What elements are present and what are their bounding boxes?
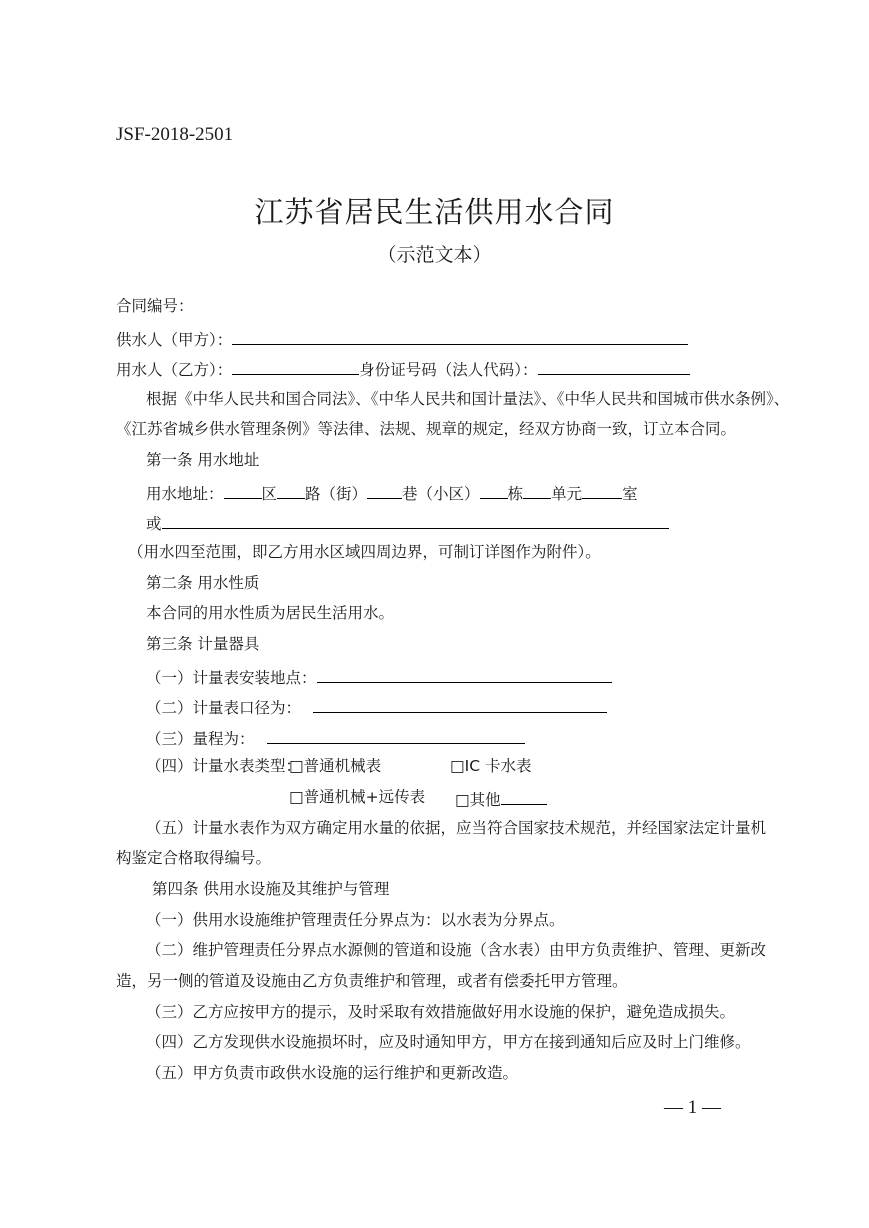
unit-label: 单元: [551, 485, 583, 503]
article-3-item-5-line-2: 构鉴定合格取得编号。: [116, 849, 272, 867]
supplier-label: 供水人（甲方）：: [116, 331, 233, 349]
id-number-blank: [538, 357, 690, 375]
meter-caliber-blank: [313, 695, 607, 713]
article-4-item-1: （一）供用水设施维护管理责任分界点为：以水表为分界点。: [146, 911, 565, 929]
address-or-line: [146, 511, 669, 534]
article-4-item-2-line-1: （二）维护管理责任分界点水源侧的管道和设施（含水表）由甲方负责维护、管理、更新改: [146, 941, 767, 959]
article-2-title: 第二条 用水性质: [146, 574, 260, 592]
district-blank: [224, 481, 262, 499]
article-4-item-3: （三）乙方应按甲方的提示，及时采取有效措施做好用水设施的保护，避免造成损失。: [146, 1003, 736, 1021]
address-or-label: 或: [146, 515, 162, 533]
option-mechanical-meter: □普通机械表: [289, 757, 382, 775]
article-4-title: 第四条 供用水设施及其维护与管理: [152, 880, 390, 898]
meter-range-label: （三）量程为：: [146, 730, 255, 748]
document-code: JSF-2018-2501: [116, 124, 234, 145]
address-label: 用水地址：: [146, 485, 224, 503]
address-alt-blank: [162, 511, 669, 529]
option-other-line: [455, 787, 547, 810]
basis-line-1: 根据《中华人民共和国合同法》、《中华人民共和国计量法》、《中华人民共和国城市供水条例》、: [146, 390, 790, 408]
basis-line-2: 《江苏省城乡供水管理条例》等法律、法规、规章的规定，经双方协商一致，订立本合同。: [116, 420, 737, 438]
article-2-body: 本合同的用水性质为居民生活用水。: [146, 604, 395, 622]
road-blank: [277, 481, 305, 499]
document-subtitle: （示范文本）: [377, 244, 492, 266]
user-blank: [232, 357, 359, 375]
id-number-label: 身份证号码（法人代码）：: [359, 361, 538, 379]
option-remote-meter: □普通机械+远传表: [289, 788, 426, 806]
article-4-item-5: （五）甲方负责市政供水设施的运行维护和更新改造。: [146, 1064, 519, 1082]
address-line: [146, 481, 638, 504]
user-line: [116, 357, 690, 380]
option-other: □其他: [455, 791, 501, 809]
building-blank: [480, 481, 508, 499]
meter-caliber-line: [146, 695, 607, 718]
article-3-item-5-line-1: （五）计量水表作为双方确定用水量的依据，应当符合国家技术规范，并经国家法定计量机: [146, 819, 767, 837]
meter-caliber-label: （二）计量表口径为：: [146, 699, 302, 717]
user-label: 用水人（乙方）：: [116, 361, 233, 379]
meter-location-blank: [317, 665, 612, 683]
meter-location-label: （一）计量表安装地点：: [146, 669, 317, 687]
room-label: 室: [622, 485, 638, 503]
address-note: （用水四至范围，即乙方用水区域四周边界，可制订详图作为附件）。: [128, 543, 601, 561]
option-ic-card-meter: □IC 卡水表: [450, 757, 532, 775]
article-3-title: 第三条 计量器具: [146, 635, 260, 653]
unit-blank: [523, 481, 551, 499]
meter-range-blank: [267, 726, 525, 744]
lane-label: 巷（小区）: [402, 485, 480, 503]
meter-location-line: [146, 665, 612, 688]
building-label: 栋: [507, 485, 524, 503]
supplier-line: [116, 327, 688, 350]
meter-type-label: （四）计量水表类型：: [146, 757, 302, 775]
supplier-blank: [232, 327, 688, 345]
district-label: 区: [261, 485, 278, 503]
lane-blank: [367, 481, 402, 499]
meter-range-line: [146, 726, 525, 749]
contract-number-label: 合同编号：: [116, 297, 194, 315]
article-4-item-4: （四）乙方发现供水设施损坏时，应及时通知甲方，甲方在接到通知后应及时上门维修。: [146, 1033, 751, 1051]
road-label: 路（街）: [305, 485, 368, 503]
room-blank: [582, 481, 622, 499]
option-other-blank: [501, 787, 547, 805]
page-number: — 1 —: [664, 1097, 721, 1118]
article-1-title: 第一条 用水地址: [146, 451, 260, 469]
article-4-item-2-line-2: 造，另一侧的管道及设施由乙方负责维护和管理，或者有偿委托甲方管理。: [116, 972, 628, 990]
document-title: 江苏省居民生活供用水合同: [254, 195, 615, 229]
